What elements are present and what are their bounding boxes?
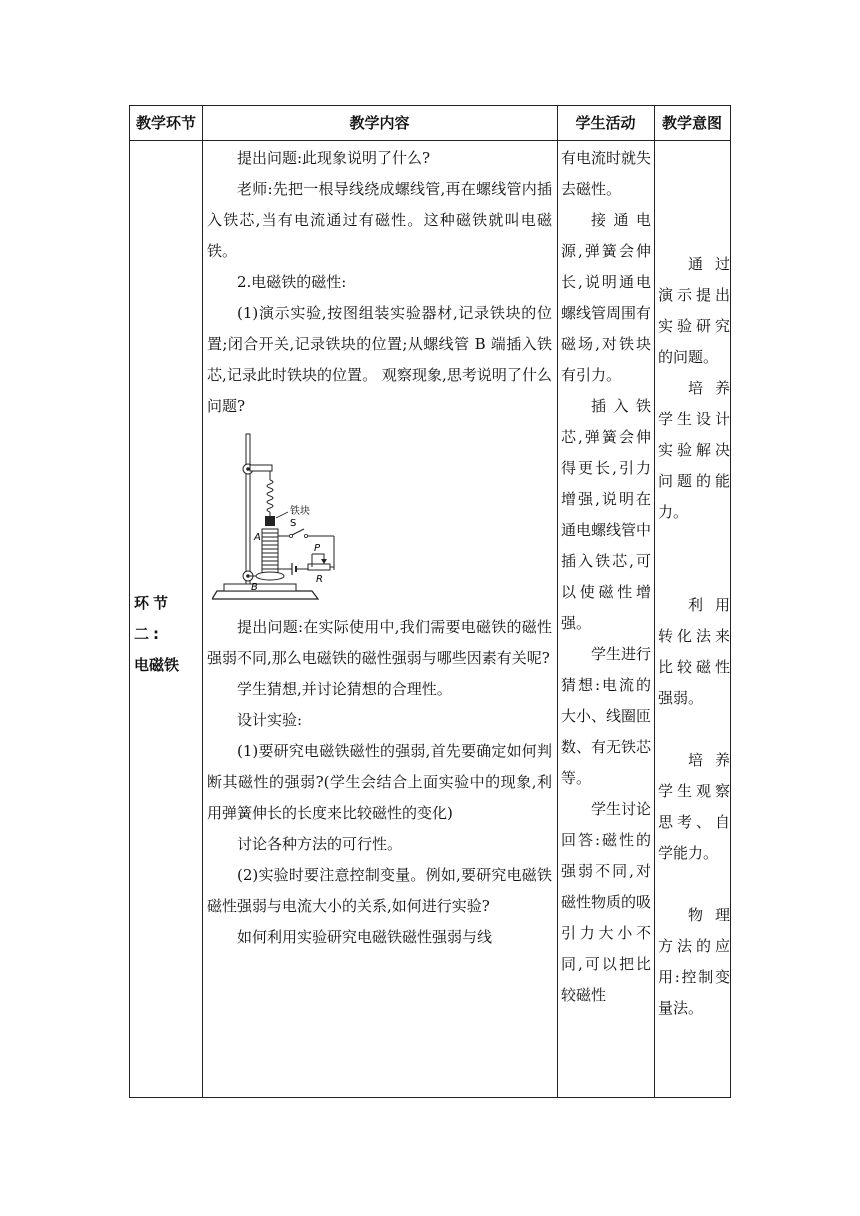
intent-cell — [658, 143, 730, 1024]
header-divider — [130, 140, 730, 141]
content-paragraph: (1)要研究电磁铁磁性的强弱,首先要确定如何判断其磁性的强弱?(学生会结合上面实验中的现象,利用弹簧伸长的长度来比较磁性的变化) — [207, 742, 552, 822]
resistor-label: R — [316, 574, 323, 585]
electromagnet-apparatus-figure — [212, 428, 340, 606]
content-paragraph: (1)演示实验,按图组装实验器材,记录铁块的位置;闭合开关,记录铁块的位置;从螺线管 B 端插入铁芯,记录此时铁块的位置。 观察现象,思考说明了什么问题? — [207, 304, 552, 415]
content-paragraph: 如何利用实验研究电磁铁磁性强弱与线 — [237, 928, 493, 946]
content-paragraph: 2.电磁铁的磁性: — [237, 273, 347, 291]
activity-paragraph: 学生进行猜想:电流的大小、线圈匝数、有无铁芯等。 — [561, 645, 652, 787]
column-divider — [654, 106, 655, 1097]
header-content: 教学内容 — [349, 114, 410, 132]
stage-cell — [134, 588, 200, 681]
column-divider — [557, 106, 558, 1097]
content-paragraph: 提出问题:在实际使用中,我们需要电磁铁的磁性强弱不同,那么电磁铁的磁性强弱与哪些因素有关呢? — [207, 618, 552, 667]
intent-paragraph: 通过演示提出实验研究的问题。 — [658, 255, 730, 366]
content-paragraph: 讨论各种方法的可行性。 — [237, 835, 403, 853]
content-paragraph: 提出问题:此现象说明了什么? — [237, 149, 431, 167]
activity-cell — [561, 143, 651, 1011]
header-stage: 教学环节 — [135, 114, 196, 132]
column-divider — [202, 106, 203, 1097]
header-intent: 教学意图 — [661, 114, 722, 132]
stage-line: 电磁铁 — [134, 656, 180, 674]
content-paragraph: 学生猜想,并讨论猜想的合理性。 — [237, 680, 452, 698]
intent-paragraph: 培养学生观察思考、自学能力。 — [658, 751, 730, 862]
intent-paragraph: 培养学生设计实验解决问题的能力。 — [658, 379, 730, 521]
intent-paragraph: 利用转化法来比较磁性强弱。 — [658, 596, 730, 707]
activity-paragraph: 学生讨论回答:磁性的强弱不同,对磁性物质的吸引力大小不同,可以把比较磁性 — [561, 800, 652, 1004]
activity-paragraph: 接通电源,弹簧会伸长,说明通电螺线管周围有磁场,对铁块有引力。 — [561, 211, 652, 384]
content-paragraph: 老师:先把一根导线绕成螺线管,再在螺线管内插入铁芯,当有电流通过有磁性。这种磁铁就叫电磁铁。 — [207, 180, 552, 260]
lesson-plan-table — [129, 105, 731, 1098]
activity-paragraph: 插入铁芯,弹簧会伸得更长,引力增强,说明在通电螺线管中插入铁芯,可以使磁性增强。 — [561, 397, 652, 632]
switch-label: S — [290, 518, 297, 529]
content-paragraph: 设计实验: — [237, 711, 303, 729]
content-paragraph: (2)实验时要注意控制变量。例如,要研究电磁铁磁性强弱与电流大小的关系,如何进行实验? — [207, 866, 552, 915]
stage-line: 环节二: — [134, 594, 173, 643]
end-b-label: B — [251, 582, 258, 593]
intent-paragraph: 物理方法的应用:控制变量法。 — [658, 906, 730, 1017]
end-a-label: A — [254, 532, 261, 543]
activity-paragraph: 有电流时就失去磁性。 — [561, 149, 652, 198]
content-cell — [207, 143, 552, 953]
header-activity: 学生活动 — [575, 114, 636, 132]
iron-block-label: 铁块 — [290, 506, 310, 517]
slider-label: P — [314, 543, 321, 554]
